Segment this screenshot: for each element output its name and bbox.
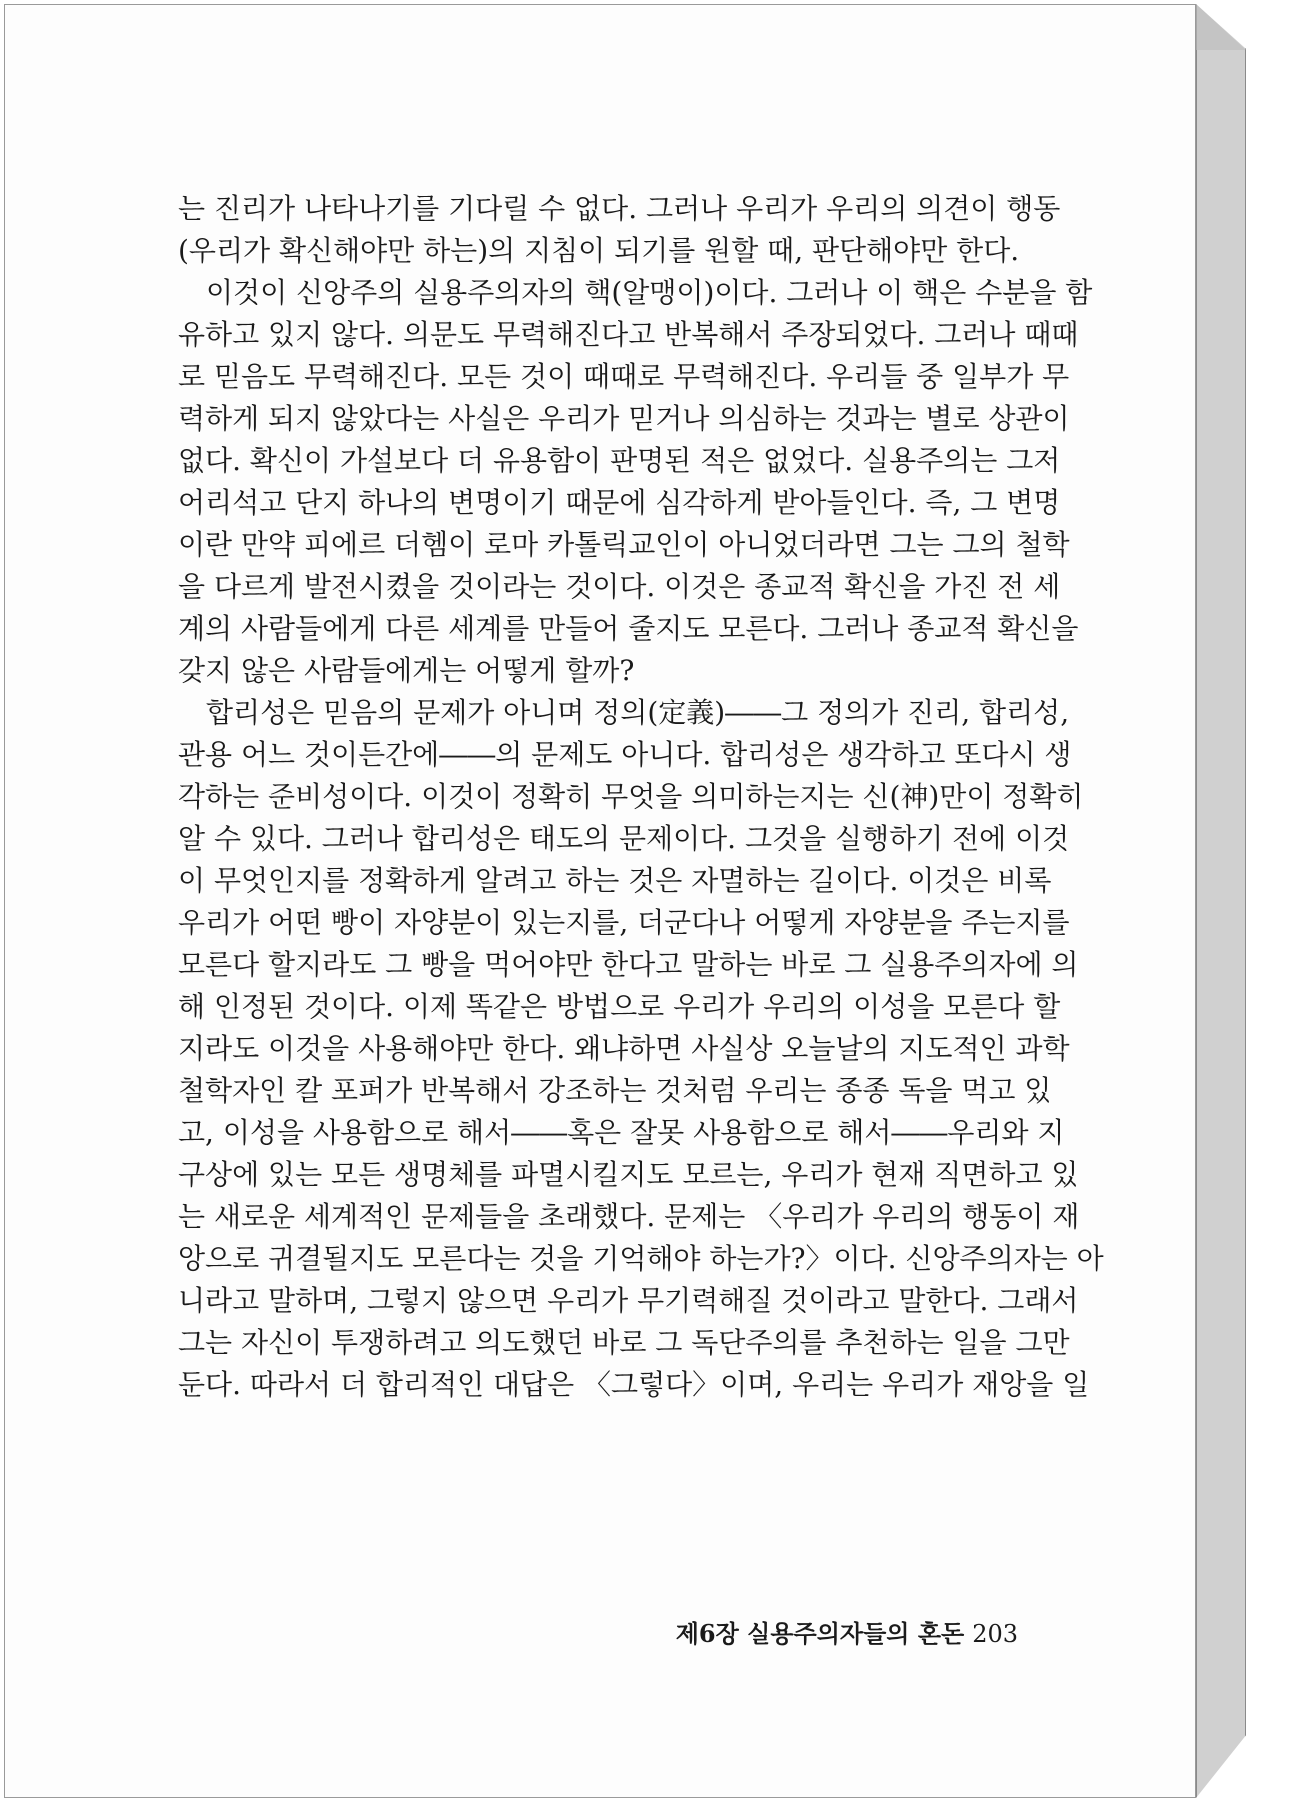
text-line: 니라고 말하며, 그렇지 않으면 우리가 무기력해질 것이라고 말한다. 그래서 [178,1284,1079,1317]
text-line: 로 믿음도 무력해진다. 모든 것이 때때로 무력해진다. 우리들 중 일부가 무 [178,360,1070,393]
text-line: 둔다. 따라서 더 합리적인 대답은 〈그렇다〉이며, 우리는 우리가 재앙을 일 [178,1368,1090,1401]
text-line: 는 진리가 나타나기를 기다릴 수 없다. 그러나 우리가 우리의 의견이 행동 [178,192,1061,225]
text-line: 그는 자신이 투쟁하려고 의도했던 바로 그 독단주의를 추천하는 일을 그만 [178,1326,1070,1359]
text-line: 각하는 준비성이다. 이것이 정확히 무엇을 의미하는지는 신(神)만이 정확히 [178,780,1084,813]
text-line: 이란 만약 피에르 더헴이 로마 카톨릭교인이 아니었더라면 그는 그의 철학 [178,528,1070,561]
page-edge [1196,4,1246,1798]
text-line: 지라도 이것을 사용해야만 한다. 왜냐하면 사실상 오늘날의 지도적인 과학 [178,1032,1070,1065]
text-line: 갖지 않은 사람들에게는 어떻게 할까? [178,654,635,687]
text-line: 계의 사람들에게 다른 세계를 만들어 줄지도 모른다. 그러나 종교적 확신을 [178,612,1079,645]
text-line: 우리가 어떤 빵이 자양분이 있는지를, 더군다나 어떻게 자양분을 주는지를 [178,906,1070,939]
text-line: 력하게 되지 않았다는 사실은 우리가 믿거나 의심하는 것과는 별로 상관이 [178,402,1070,435]
text-line: 철학자인 칼 포퍼가 반복해서 강조하는 것처럼 우리는 종종 독을 먹고 있 [178,1074,1052,1107]
running-footer [600,1614,1018,1649]
text-line: 알 수 있다. 그러나 합리성은 태도의 문제이다. 그것을 실행하기 전에 이것 [178,822,1070,855]
text-line: 해 인정된 것이다. 이제 똑같은 방법으로 우리가 우리의 이성을 모른다 할 [178,990,1061,1023]
text-line: 앙으로 귀결될지도 모른다는 것을 기억해야 하는가?〉이다. 신앙주의자는 아 [178,1242,1104,1275]
text-line: 는 새로운 세계적인 문제들을 초래했다. 문제는 〈우리가 우리의 행동이 재 [178,1200,1080,1233]
text-line: 을 다르게 발전시켰을 것이라는 것이다. 이것은 종교적 확신을 가진 전 세 [178,570,1061,603]
body-text [178,188,1104,1406]
text-line: 어리석고 단지 하나의 변명이기 때문에 심각하게 받아들인다. 즉, 그 변명 [178,486,1061,519]
text-line: 구상에 있는 모든 생명체를 파멸시킬지도 모르는, 우리가 현재 직면하고 있 [178,1158,1079,1191]
chapter-title: 제6장 실용주의자들의 혼돈 [675,1619,965,1648]
text-line: (우리가 확신해야만 하는)의 지침이 되기를 원할 때, 판단해야만 한다. [178,234,1020,267]
page-number: 203 [972,1620,1018,1648]
text-line: 없다. 확신이 가설보다 더 유용함이 판명된 적은 없었다. 실용주의는 그저 [178,444,1061,477]
text-line: 이 무엇인지를 정확하게 알려고 하는 것은 자멸하는 길이다. 이것은 비록 [178,864,1052,897]
text-line: 고, 이성을 사용함으로 해서――혹은 잘못 사용함으로 해서――우리와 지 [178,1116,1065,1149]
text-line: 유하고 있지 않다. 의문도 무력해진다고 반복해서 주장되었다. 그러나 때때 [178,318,1079,351]
text-line: 관용 어느 것이든간에――의 문제도 아니다. 합리성은 생각하고 또다시 생 [178,738,1072,771]
text-line: 합리성은 믿음의 문제가 아니며 정의(定義)――그 정의가 진리, 합리성, [206,696,1070,729]
text-line: 모른다 할지라도 그 빵을 먹어야만 한다고 말하는 바로 그 실용주의자에 의 [178,948,1079,981]
text-line: 이것이 신앙주의 실용주의자의 핵(알맹이)이다. 그러나 이 핵은 수분을 함 [206,276,1093,309]
